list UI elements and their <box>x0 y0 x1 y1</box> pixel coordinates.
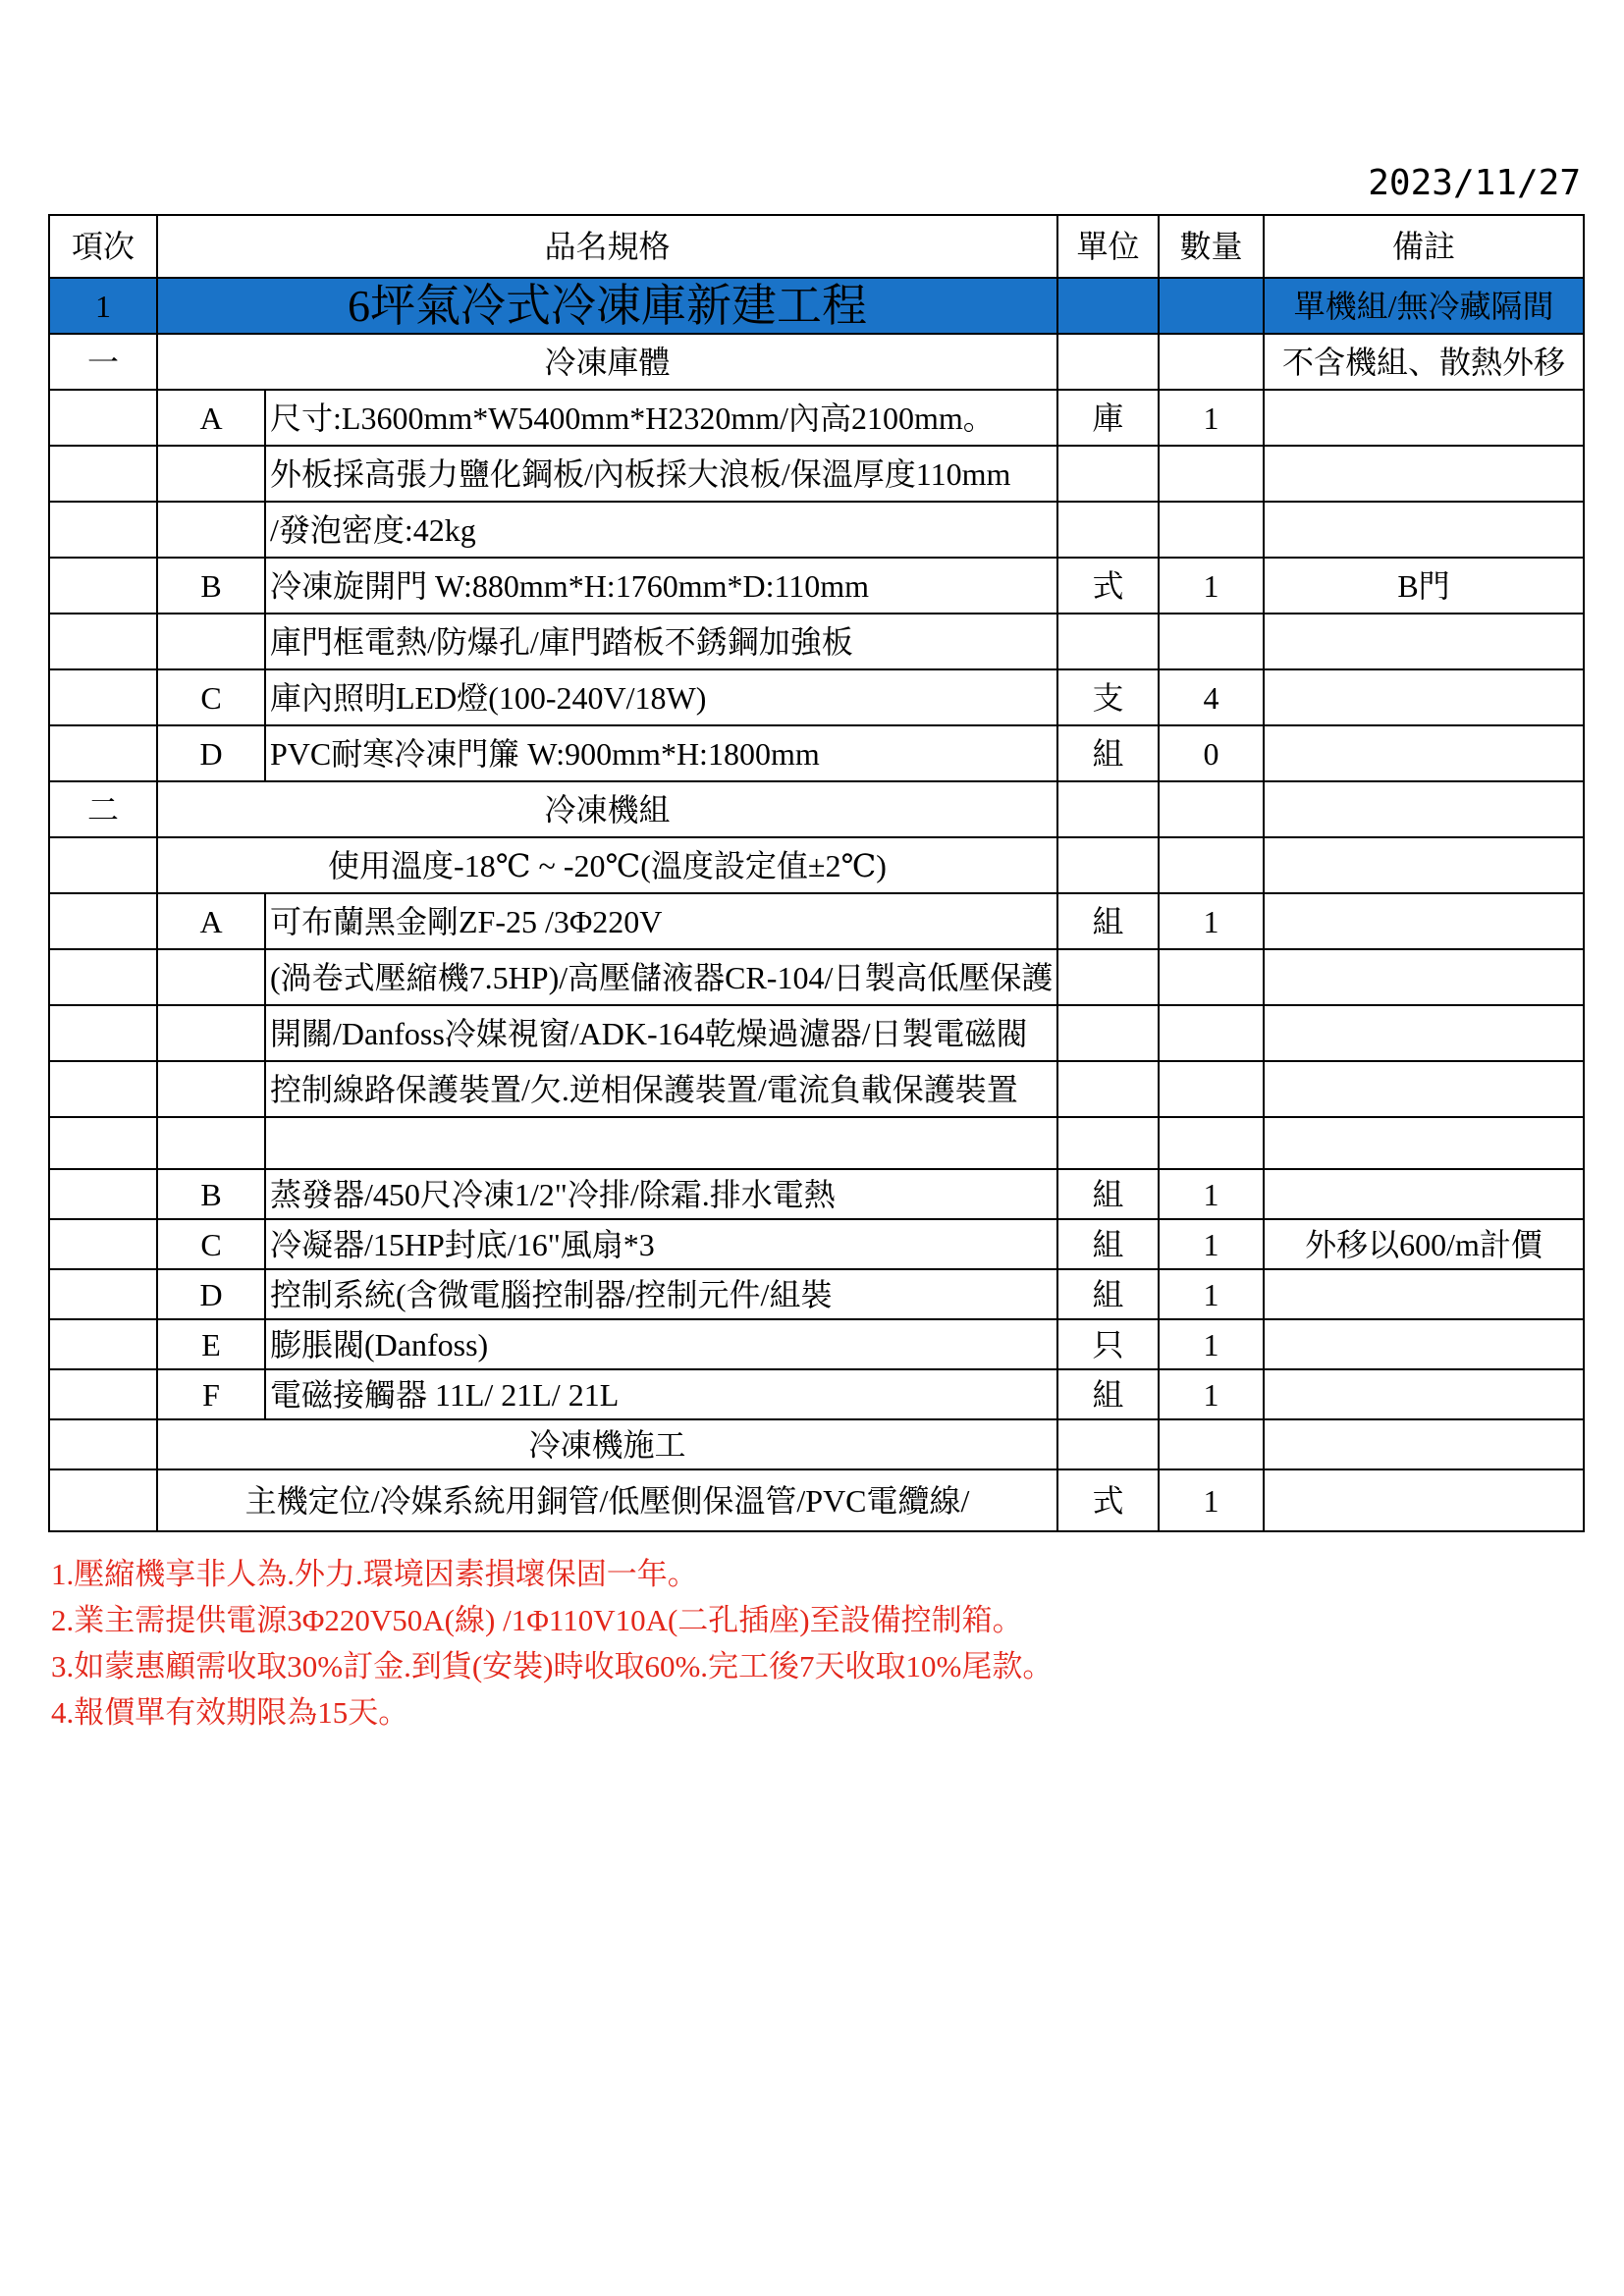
row-description: 冷凝器/15HP封底/16"風扇*3 <box>265 1219 1057 1269</box>
table-row <box>49 1319 1584 1369</box>
header-name: 品名規格 <box>157 215 1057 278</box>
row-description: 可布蘭黑金剛ZF-25 /3Φ220V <box>265 893 1057 949</box>
row-letter: F <box>157 1369 265 1419</box>
row-qty: 1 <box>1159 390 1264 446</box>
row-unit: 支 <box>1057 669 1159 725</box>
header-unit: 單位 <box>1057 215 1159 278</box>
row-note: B門 <box>1264 558 1584 614</box>
header-item: 項次 <box>49 215 157 278</box>
section-note: 不含機組、散熱外移 <box>1264 334 1584 390</box>
table-row <box>49 446 1584 502</box>
table-row <box>49 669 1584 725</box>
section-item: 一 <box>49 334 157 390</box>
term-line: 3.如蒙惠顧需收取30%訂金.到貨(安裝)時收取60%.完工後7天收取10%尾款。 <box>51 1649 1054 1683</box>
row-qty: 0 <box>1159 725 1264 781</box>
term-line: 2.業主需提供電源3Φ220V50A(線) /1Φ110V10A(二孔插座)至設備控制箱。 <box>51 1603 1023 1637</box>
table-row <box>49 725 1584 781</box>
term-line: 1.壓縮機享非人為.外力.環境因素損壞保固一年。 <box>51 1557 698 1591</box>
table-row <box>49 1169 1584 1219</box>
row-letter: E <box>157 1319 265 1369</box>
row-description: 冷凍旋開門 W:880mm*H:1760mm*D:110mm <box>265 558 1057 614</box>
row-qty: 1 <box>1159 1369 1264 1419</box>
row-unit: 庫 <box>1057 390 1159 446</box>
project-note: 單機組/無冷藏隔間 <box>1264 278 1584 334</box>
row-description: 庫門框電熱/防爆孔/庫門踏板不銹鋼加強板 <box>265 614 1057 669</box>
table-row <box>49 837 1584 893</box>
section-title: 冷凍庫體 <box>157 334 1057 390</box>
row-qty: 4 <box>1159 669 1264 725</box>
table-row <box>49 1117 1584 1169</box>
section-row <box>49 781 1584 837</box>
row-description: 庫內照明LED燈(100-240V/18W) <box>265 669 1057 725</box>
row-description: 控制線路保護裝置/欠.逆相保護裝置/電流負載保護裝置 <box>265 1061 1057 1117</box>
row-unit: 式 <box>1057 558 1159 614</box>
table-row <box>49 1061 1584 1117</box>
row-description: 開關/Danfoss冷媒視窗/ADK-164乾燥過濾器/日製電磁閥 <box>265 1005 1057 1061</box>
section-title: 冷凍機施工 <box>157 1419 1057 1469</box>
row-unit: 組 <box>1057 1219 1159 1269</box>
project-title-row <box>49 278 1584 334</box>
table-row <box>49 502 1584 558</box>
section-row <box>49 1419 1584 1469</box>
term-line: 4.報價單有效期限為15天。 <box>51 1695 409 1730</box>
table-header <box>49 215 1584 278</box>
row-letter: B <box>157 1169 265 1219</box>
temperature-spec: 使用溫度-18℃ ~ -20℃(溫度設定值±2℃) <box>157 837 1057 893</box>
row-description: /發泡密度:42kg <box>265 502 1057 558</box>
table-row <box>49 893 1584 949</box>
row-description: 蒸發器/450尺冷凍1/2"冷排/除霜.排水電熱 <box>265 1169 1057 1219</box>
row-qty: 1 <box>1159 1319 1264 1369</box>
row-unit: 組 <box>1057 1169 1159 1219</box>
table-row <box>49 949 1584 1005</box>
row-note: 外移以600/m計價 <box>1264 1219 1584 1269</box>
section-title: 冷凍機組 <box>157 781 1057 837</box>
row-letter: C <box>157 669 265 725</box>
row-letter: D <box>157 725 265 781</box>
table-row <box>49 1219 1584 1269</box>
row-letter: A <box>157 390 265 446</box>
row-qty: 1 <box>1159 558 1264 614</box>
row-unit: 組 <box>1057 725 1159 781</box>
table-row <box>49 1369 1584 1419</box>
row-letter: A <box>157 893 265 949</box>
table-row <box>49 390 1584 446</box>
row-description: 外板採高張力鹽化鋼板/內板採大浪板/保溫厚度110mm <box>265 446 1057 502</box>
row-description: 電磁接觸器 11L/ 21L/ 21L <box>265 1369 1057 1419</box>
header-note: 備註 <box>1264 215 1584 278</box>
row-qty: 1 <box>1159 893 1264 949</box>
section-item: 二 <box>49 781 157 837</box>
table-row <box>49 1005 1584 1061</box>
row-unit: 組 <box>1057 1369 1159 1419</box>
header-qty: 數量 <box>1159 215 1264 278</box>
project-title: 6坪氣冷式冷凍庫新建工程 <box>157 278 1057 334</box>
row-unit: 只 <box>1057 1319 1159 1369</box>
row-qty: 1 <box>1159 1269 1264 1319</box>
row-description: (渦卷式壓縮機7.5HP)/高壓儲液器CR-104/日製高低壓保護 <box>265 949 1057 1005</box>
row-unit: 組 <box>1057 893 1159 949</box>
row-qty: 1 <box>1159 1469 1264 1531</box>
section-row <box>49 334 1584 390</box>
row-unit: 式 <box>1057 1469 1159 1531</box>
row-letter: D <box>157 1269 265 1319</box>
quotation-table <box>48 214 1585 1532</box>
row-letter: B <box>157 558 265 614</box>
row-description: 控制系統(含微電腦控制器/控制元件/組裝 <box>265 1269 1057 1319</box>
table-row <box>49 614 1584 669</box>
table-row <box>49 1269 1584 1319</box>
install-description: 主機定位/冷媒系統用銅管/低壓側保溫管/PVC電纜線/ <box>157 1469 1057 1531</box>
row-description: 膨脹閥(Danfoss) <box>265 1319 1057 1369</box>
row-qty: 1 <box>1159 1169 1264 1219</box>
table-row <box>49 558 1584 614</box>
row-description: PVC耐寒冷凍門簾 W:900mm*H:1800mm <box>265 725 1057 781</box>
row-qty: 1 <box>1159 1219 1264 1269</box>
quote-date: 2023/11/27 <box>1368 163 1581 203</box>
project-item: 1 <box>49 278 157 334</box>
table-row <box>49 1469 1584 1531</box>
row-description: 尺寸:L3600mm*W5400mm*H2320mm/內高2100mm。 <box>265 390 1057 446</box>
row-unit: 組 <box>1057 1269 1159 1319</box>
terms-notes <box>51 1551 1053 1735</box>
row-letter: C <box>157 1219 265 1269</box>
